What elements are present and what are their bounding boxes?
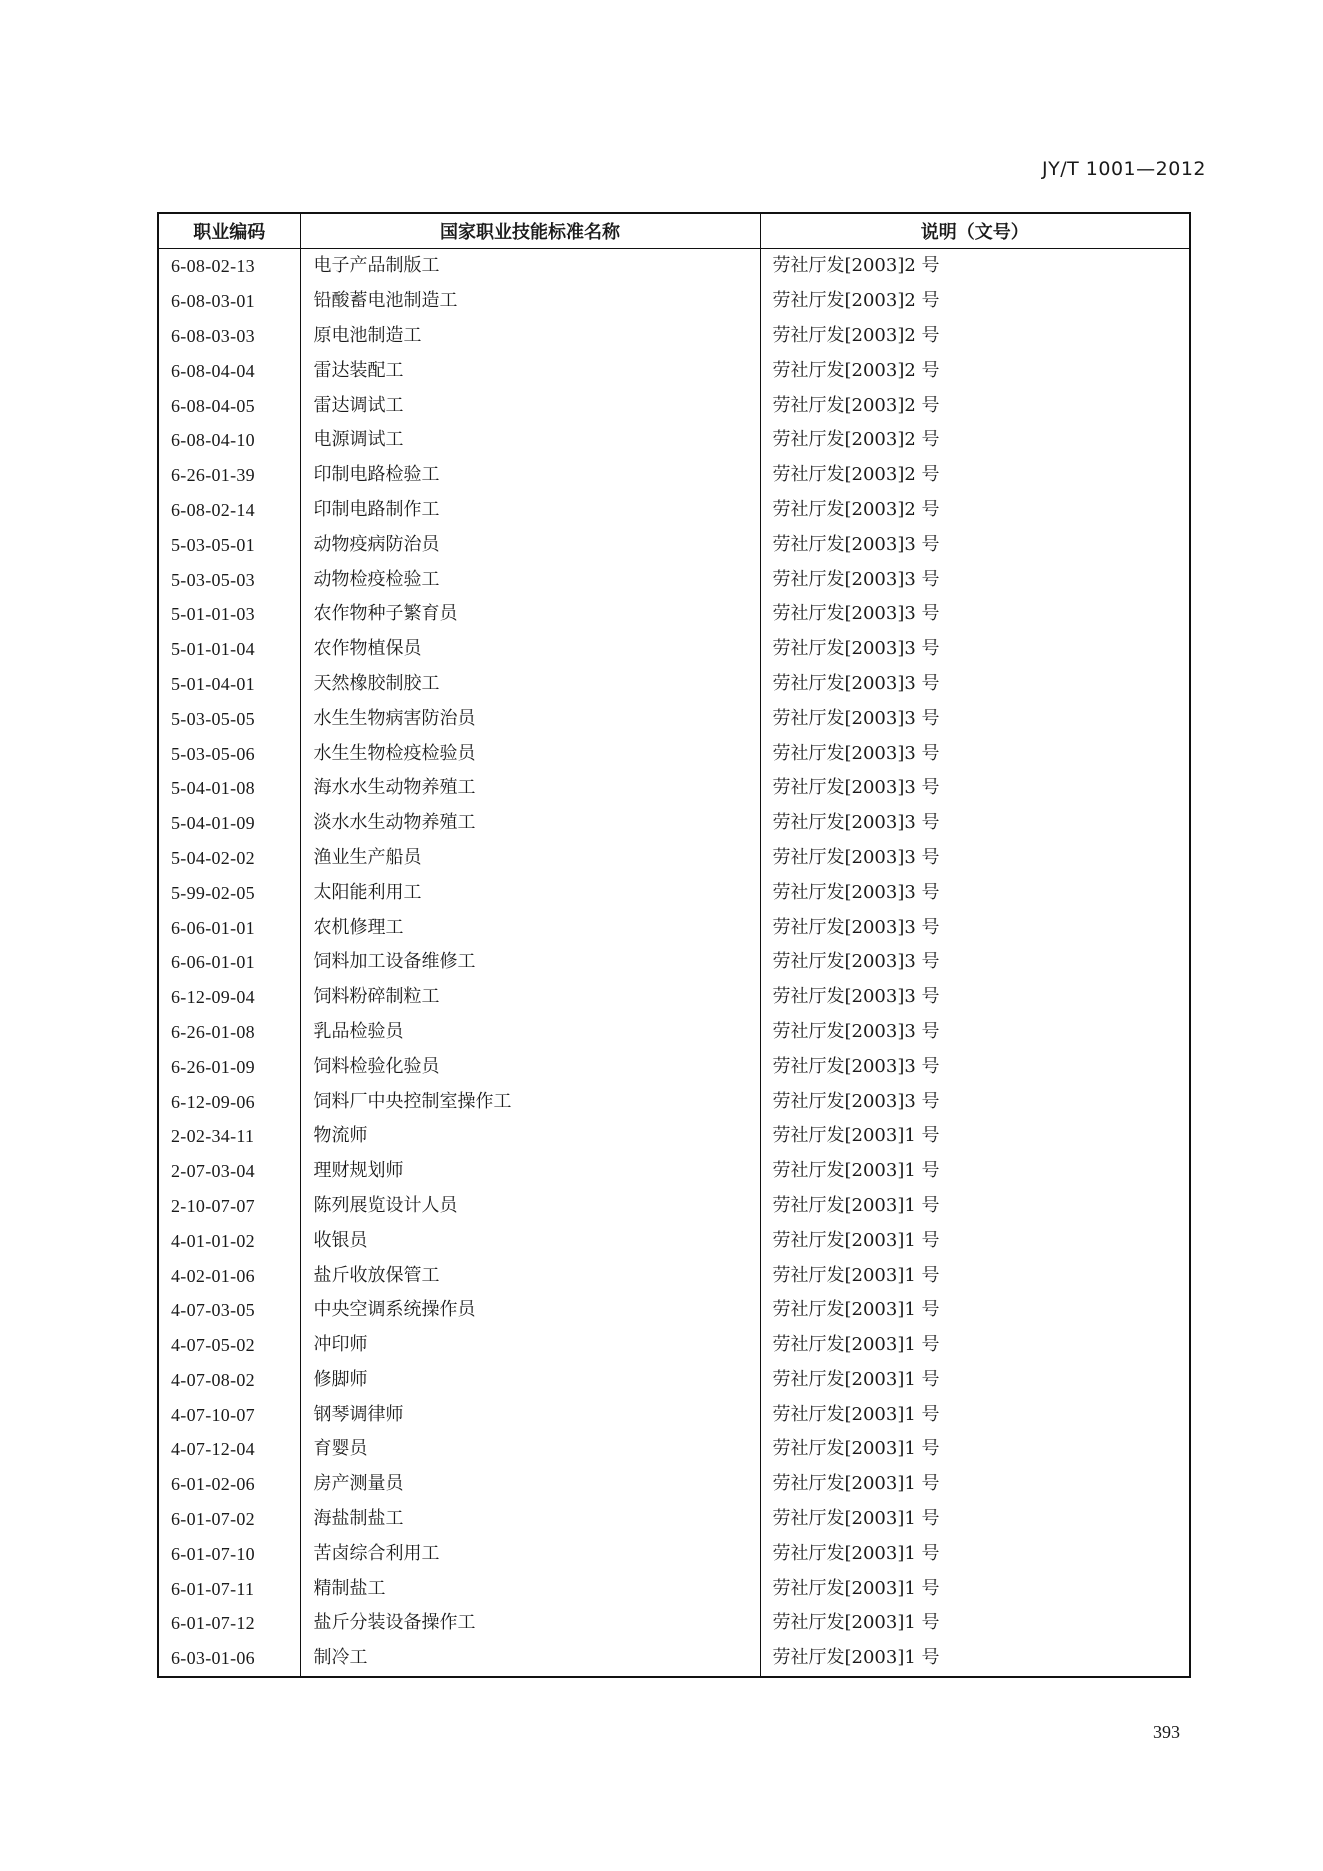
document-number-cell: 劳社厅发[2003]1 号 (760, 1119, 1190, 1154)
document-number-cell: 劳社厅发[2003]3 号 (760, 1015, 1190, 1050)
standard-name-cell: 渔业生产船员 (300, 841, 760, 876)
occupation-code-cell: 6-08-04-05 (158, 388, 300, 423)
standard-number: JY/T 1001—2012 (1042, 158, 1206, 180)
occupation-code-cell: 6-01-07-02 (158, 1502, 300, 1537)
document-number-cell: 劳社厅发[2003]1 号 (760, 1189, 1190, 1224)
standard-name-cell: 印制电路检验工 (300, 458, 760, 493)
occupation-code-cell: 6-12-09-04 (158, 980, 300, 1015)
occupation-code-cell: 6-01-07-11 (158, 1571, 300, 1606)
standard-name-cell: 物流师 (300, 1119, 760, 1154)
standard-name-cell: 农作物植保员 (300, 632, 760, 667)
column-header-code: 职业编码 (158, 213, 300, 249)
standard-name-cell: 原电池制造工 (300, 319, 760, 354)
table-row (158, 1397, 1190, 1432)
table-row (158, 353, 1190, 388)
table-row (158, 1258, 1190, 1293)
document-number-cell: 劳社厅发[2003]1 号 (760, 1397, 1190, 1432)
occupation-code-cell: 5-03-05-01 (158, 527, 300, 562)
standard-name-cell: 精制盐工 (300, 1571, 760, 1606)
table-row (158, 1571, 1190, 1606)
occupation-code-cell: 6-08-02-14 (158, 493, 300, 528)
standard-name-cell: 育婴员 (300, 1432, 760, 1467)
standard-name-cell: 陈列展览设计人员 (300, 1189, 760, 1224)
table-header-row (158, 213, 1190, 249)
table-row (158, 1189, 1190, 1224)
table-row (158, 1641, 1190, 1677)
standard-name-cell: 淡水水生动物养殖工 (300, 806, 760, 841)
occupation-code-cell: 4-07-10-07 (158, 1397, 300, 1432)
occupation-code-cell: 6-06-01-01 (158, 910, 300, 945)
document-number-cell: 劳社厅发[2003]2 号 (760, 353, 1190, 388)
table-row (158, 527, 1190, 562)
document-number-cell: 劳社厅发[2003]3 号 (760, 1049, 1190, 1084)
standard-name-cell: 农机修理工 (300, 910, 760, 945)
table-row (158, 1015, 1190, 1050)
document-number-cell: 劳社厅发[2003]3 号 (760, 632, 1190, 667)
document-number-cell: 劳社厅发[2003]3 号 (760, 875, 1190, 910)
occupation-code-cell: 5-01-04-01 (158, 667, 300, 702)
table-row (158, 736, 1190, 771)
document-number-cell: 劳社厅发[2003]1 号 (760, 1432, 1190, 1467)
standard-name-cell: 雷达装配工 (300, 353, 760, 388)
occupation-code-cell: 5-04-02-02 (158, 841, 300, 876)
occupation-code-cell: 5-03-05-06 (158, 736, 300, 771)
table-row (158, 701, 1190, 736)
occupation-code-cell: 6-08-03-01 (158, 284, 300, 319)
standard-name-cell: 冲印师 (300, 1328, 760, 1363)
standard-name-cell: 修脚师 (300, 1363, 760, 1398)
occupation-code-cell: 6-08-02-13 (158, 249, 300, 284)
occupation-code-cell: 6-26-01-09 (158, 1049, 300, 1084)
occupation-code-cell: 6-01-07-10 (158, 1536, 300, 1571)
document-number-cell: 劳社厅发[2003]3 号 (760, 1084, 1190, 1119)
document-number-cell: 劳社厅发[2003]1 号 (760, 1363, 1190, 1398)
column-header-name: 国家职业技能标准名称 (300, 213, 760, 249)
occupation-code-cell: 4-07-05-02 (158, 1328, 300, 1363)
table-row (158, 249, 1190, 284)
document-number-cell: 劳社厅发[2003]1 号 (760, 1154, 1190, 1189)
document-number-cell: 劳社厅发[2003]1 号 (760, 1293, 1190, 1328)
document-number-cell: 劳社厅发[2003]3 号 (760, 736, 1190, 771)
table-row (158, 632, 1190, 667)
occupation-code-cell: 6-03-01-06 (158, 1641, 300, 1677)
occupation-code-cell: 6-08-04-04 (158, 353, 300, 388)
occupation-code-cell: 4-01-01-02 (158, 1223, 300, 1258)
occupation-code-cell: 5-03-05-03 (158, 562, 300, 597)
table-row (158, 1293, 1190, 1328)
standard-name-cell: 动物检疫检验工 (300, 562, 760, 597)
occupation-code-cell: 4-02-01-06 (158, 1258, 300, 1293)
standard-name-cell: 铅酸蓄电池制造工 (300, 284, 760, 319)
table-row (158, 1606, 1190, 1641)
table-row (158, 284, 1190, 319)
table-row (158, 597, 1190, 632)
document-number-cell: 劳社厅发[2003]2 号 (760, 249, 1190, 284)
document-number-cell: 劳社厅发[2003]2 号 (760, 284, 1190, 319)
document-number-cell: 劳社厅发[2003]3 号 (760, 910, 1190, 945)
document-number-cell: 劳社厅发[2003]2 号 (760, 388, 1190, 423)
document-number-cell: 劳社厅发[2003]1 号 (760, 1467, 1190, 1502)
standard-name-cell: 海盐制盐工 (300, 1502, 760, 1537)
column-header-note: 说明（文号） (760, 213, 1190, 249)
table-row (158, 458, 1190, 493)
occupation-code-cell: 5-03-05-05 (158, 701, 300, 736)
document-number-cell: 劳社厅发[2003]1 号 (760, 1223, 1190, 1258)
occupation-code-cell: 6-08-04-10 (158, 423, 300, 458)
document-number-cell: 劳社厅发[2003]1 号 (760, 1536, 1190, 1571)
document-number-cell: 劳社厅发[2003]3 号 (760, 841, 1190, 876)
table-row (158, 319, 1190, 354)
document-number-cell: 劳社厅发[2003]2 号 (760, 319, 1190, 354)
document-number-cell: 劳社厅发[2003]3 号 (760, 597, 1190, 632)
occupation-code-cell: 5-01-01-04 (158, 632, 300, 667)
occupation-code-cell: 5-04-01-09 (158, 806, 300, 841)
standard-name-cell: 雷达调试工 (300, 388, 760, 423)
document-number-cell: 劳社厅发[2003]2 号 (760, 423, 1190, 458)
document-number-cell: 劳社厅发[2003]3 号 (760, 945, 1190, 980)
document-number-cell: 劳社厅发[2003]2 号 (760, 458, 1190, 493)
standard-name-cell: 饲料加工设备维修工 (300, 945, 760, 980)
table-row (158, 806, 1190, 841)
table-row (158, 1536, 1190, 1571)
standard-name-cell: 太阳能利用工 (300, 875, 760, 910)
table-row (158, 562, 1190, 597)
table-row (158, 1049, 1190, 1084)
table-row (158, 771, 1190, 806)
occupation-code-cell: 4-07-08-02 (158, 1363, 300, 1398)
occupation-code-cell: 5-99-02-05 (158, 875, 300, 910)
standard-name-cell: 收银员 (300, 1223, 760, 1258)
standard-name-cell: 海水水生动物养殖工 (300, 771, 760, 806)
document-number-cell: 劳社厅发[2003]1 号 (760, 1328, 1190, 1363)
occupation-code-cell: 6-01-07-12 (158, 1606, 300, 1641)
document-number-cell: 劳社厅发[2003]3 号 (760, 806, 1190, 841)
occupation-code-cell: 4-07-03-05 (158, 1293, 300, 1328)
occupation-code-cell: 6-06-01-01 (158, 945, 300, 980)
standard-name-cell: 苦卤综合利用工 (300, 1536, 760, 1571)
table-row (158, 980, 1190, 1015)
document-number-cell: 劳社厅发[2003]1 号 (760, 1641, 1190, 1677)
standard-name-cell: 饲料厂中央控制室操作工 (300, 1084, 760, 1119)
standard-name-cell: 电子产品制版工 (300, 249, 760, 284)
table-row (158, 493, 1190, 528)
standard-name-cell: 理财规划师 (300, 1154, 760, 1189)
standard-name-cell: 饲料粉碎制粒工 (300, 980, 760, 1015)
standard-name-cell: 天然橡胶制胶工 (300, 667, 760, 702)
occupation-code-cell: 6-12-09-06 (158, 1084, 300, 1119)
table-row (158, 1119, 1190, 1154)
table-row (158, 1154, 1190, 1189)
standard-name-cell: 房产测量员 (300, 1467, 760, 1502)
occupation-code-cell: 6-26-01-39 (158, 458, 300, 493)
occupation-code-cell: 6-26-01-08 (158, 1015, 300, 1050)
table-row (158, 1223, 1190, 1258)
standard-name-cell: 水生生物检疫检验员 (300, 736, 760, 771)
standard-name-cell: 农作物种子繁育员 (300, 597, 760, 632)
document-number-cell: 劳社厅发[2003]2 号 (760, 493, 1190, 528)
standard-name-cell: 中央空调系统操作员 (300, 1293, 760, 1328)
document-number-cell: 劳社厅发[2003]1 号 (760, 1571, 1190, 1606)
occupation-code-cell: 5-01-01-03 (158, 597, 300, 632)
occupation-code-cell: 6-08-03-03 (158, 319, 300, 354)
table-row (158, 945, 1190, 980)
standard-name-cell: 盐斤分装设备操作工 (300, 1606, 760, 1641)
table-row (158, 875, 1190, 910)
occupation-code-cell: 6-01-02-06 (158, 1467, 300, 1502)
occupation-code-cell: 2-10-07-07 (158, 1189, 300, 1224)
occupation-standards-table (157, 212, 1191, 1678)
table-row (158, 423, 1190, 458)
document-number-cell: 劳社厅发[2003]1 号 (760, 1502, 1190, 1537)
occupation-code-cell: 2-02-34-11 (158, 1119, 300, 1154)
table-row (158, 1467, 1190, 1502)
standard-name-cell: 盐斤收放保管工 (300, 1258, 760, 1293)
table-row (158, 1328, 1190, 1363)
document-number-cell: 劳社厅发[2003]3 号 (760, 771, 1190, 806)
standard-name-cell: 饲料检验化验员 (300, 1049, 760, 1084)
table-row (158, 1363, 1190, 1398)
standard-name-cell: 水生生物病害防治员 (300, 701, 760, 736)
table-row (158, 1502, 1190, 1537)
table-body (158, 249, 1190, 1677)
table-row (158, 1432, 1190, 1467)
occupation-code-cell: 2-07-03-04 (158, 1154, 300, 1189)
table-row (158, 667, 1190, 702)
table-row (158, 841, 1190, 876)
document-number-cell: 劳社厅发[2003]3 号 (760, 980, 1190, 1015)
occupation-code-cell: 5-04-01-08 (158, 771, 300, 806)
standard-name-cell: 印制电路制作工 (300, 493, 760, 528)
document-number-cell: 劳社厅发[2003]3 号 (760, 667, 1190, 702)
standard-name-cell: 钢琴调律师 (300, 1397, 760, 1432)
document-number-cell: 劳社厅发[2003]3 号 (760, 701, 1190, 736)
table-row (158, 910, 1190, 945)
table-row (158, 1084, 1190, 1119)
standard-name-cell: 动物疫病防治员 (300, 527, 760, 562)
document-number-cell: 劳社厅发[2003]1 号 (760, 1606, 1190, 1641)
table-row (158, 388, 1190, 423)
standard-name-cell: 乳品检验员 (300, 1015, 760, 1050)
document-number-cell: 劳社厅发[2003]3 号 (760, 562, 1190, 597)
document-number-cell: 劳社厅发[2003]3 号 (760, 527, 1190, 562)
page-number: 393 (1153, 1722, 1180, 1742)
occupation-code-cell: 4-07-12-04 (158, 1432, 300, 1467)
document-number-cell: 劳社厅发[2003]1 号 (760, 1258, 1190, 1293)
standard-name-cell: 制冷工 (300, 1641, 760, 1677)
standard-name-cell: 电源调试工 (300, 423, 760, 458)
